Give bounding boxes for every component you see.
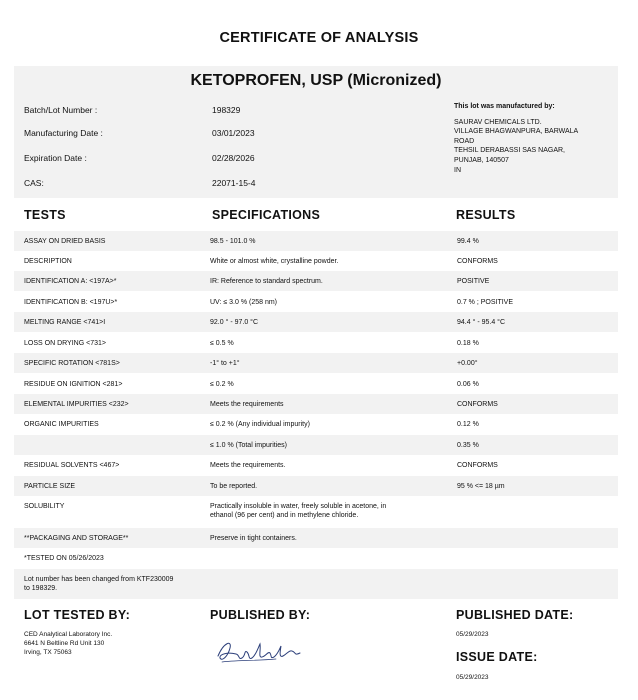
product-name: KETOPROFEN, USP (Micronized): [190, 72, 442, 89]
test-spec: UV: ≤ 3.0 % (258 nm): [210, 299, 277, 306]
test-name: MELTING RANGE <741>I: [24, 319, 106, 326]
test-name: LOSS ON DRYING <731>: [24, 340, 106, 347]
lot-tested-by-heading: LOT TESTED BY:: [24, 608, 131, 622]
table-row: [14, 312, 618, 332]
results-heading: RESULTS: [456, 208, 516, 222]
manufacturer-line: TEHSIL DERABASSI SAS NAGAR,: [454, 147, 565, 155]
published-by-heading: PUBLISHED BY:: [210, 608, 311, 622]
test-name: ELEMENTAL IMPURITIES <232>: [24, 401, 129, 408]
test-result: CONFORMS: [457, 401, 498, 408]
issue-date-heading: ISSUE DATE:: [456, 650, 538, 664]
product-banner: [14, 66, 618, 96]
table-row: [14, 394, 618, 414]
cas-value: 22071-15-4: [212, 178, 256, 188]
published-date-heading: PUBLISHED DATE:: [456, 608, 574, 622]
mfg-date-value: 03/01/2023: [212, 128, 255, 138]
test-name: SPECIFIC ROTATION <781S>: [24, 360, 120, 367]
test-spec: Practically insoluble in water, freely soluble in acetone, in ethanol (96 per cent) and in methylene chloride.: [210, 503, 387, 520]
published-date: 05/29/2023: [456, 631, 489, 638]
table-row: [14, 374, 618, 394]
issue-date: 05/29/2023: [456, 674, 489, 681]
batch-label: Batch/Lot Number :: [24, 105, 98, 115]
test-result: 94.4 ° - 95.4 °C: [457, 319, 506, 326]
manufacturer-heading: This lot was manufactured by:: [454, 103, 555, 110]
table-row: [14, 414, 618, 434]
test-result: 0.18 %: [457, 340, 479, 347]
test-name: SOLUBILITY: [24, 503, 65, 510]
test-spec: Meets the requirements: [210, 401, 284, 408]
lot-change-note: Lot number has been changed from KTF230009 to 198329.: [24, 576, 174, 593]
document-title: CERTIFICATE OF ANALYSIS: [219, 30, 419, 46]
table-row: [14, 476, 618, 496]
table-row: [14, 455, 618, 475]
test-name: DESCRIPTION: [24, 258, 72, 265]
manufacturer-line: SAURAV CHEMICALS LTD.: [454, 118, 542, 126]
test-name: ORGANIC IMPURITIES: [24, 421, 99, 428]
test-result: 0.06 %: [457, 381, 479, 388]
table-row: [14, 292, 618, 312]
test-name: RESIDUE ON IGNITION <281>: [24, 381, 123, 388]
exp-date-label: Expiration Date :: [24, 153, 87, 163]
signature-image: [214, 634, 304, 668]
test-spec: Preserve in tight containers.: [210, 535, 297, 542]
lab-line: 6641 N Beltline Rd Unit 130: [24, 640, 105, 647]
manufacturer-block: [454, 102, 578, 175]
lab-line: CED Analytical Laboratory Inc.: [24, 631, 113, 638]
mfg-date-label: Manufacturing Date :: [24, 128, 103, 138]
test-name: IDENTIFICATION B: <197U>*: [24, 299, 118, 306]
lab-line: Irving, TX 75063: [24, 649, 72, 656]
test-spec: Meets the requirements.: [210, 462, 286, 469]
test-spec: IR: Reference to standard spectrum.: [210, 278, 323, 285]
specifications-heading: SPECIFICATIONS: [212, 208, 321, 222]
test-spec: 92.0 ° - 97.0 °C: [210, 319, 259, 326]
test-spec: ≤ 0.2 % (Any individual impurity): [210, 421, 310, 428]
table-row: [14, 548, 618, 568]
test-result: CONFORMS: [457, 258, 498, 265]
test-spec: 98.5 - 101.0 %: [210, 238, 256, 245]
test-result: 0.7 % ; POSITIVE: [457, 299, 514, 306]
table-row: [14, 496, 618, 528]
exp-date-value: 02/28/2026: [212, 153, 255, 163]
manufacturer-line: IN: [454, 166, 461, 174]
table-row: [14, 333, 618, 353]
table-row: [14, 251, 618, 271]
table-row: [14, 353, 618, 373]
test-name: IDENTIFICATION A: <197A>*: [24, 278, 117, 285]
lab-address: [24, 630, 112, 657]
test-name: PARTICLE SIZE: [24, 483, 76, 490]
test-spec: ≤ 0.5 %: [210, 340, 234, 347]
test-result: POSITIVE: [457, 278, 490, 285]
test-name: **PACKAGING AND STORAGE**: [24, 535, 129, 542]
test-result: 0.35 %: [457, 442, 479, 449]
test-result: 99.4 %: [457, 238, 479, 245]
table-row: [14, 528, 618, 548]
manufacturer-line: VILLAGE BHAGWANPURA, BARWALA: [454, 128, 579, 136]
table-row: [14, 271, 618, 291]
table-row: [14, 569, 618, 599]
tests-heading: TESTS: [24, 208, 66, 222]
manufacturer-line: PUNJAB, 140507: [454, 156, 509, 164]
test-spec: To be reported.: [210, 483, 258, 490]
test-name: ASSAY ON DRIED BASIS: [24, 238, 106, 245]
test-result: 0.12 %: [457, 421, 479, 428]
test-spec: ≤ 1.0 % (Total impurities): [210, 442, 287, 449]
test-spec: -1° to +1°: [210, 360, 240, 367]
table-row: [14, 231, 618, 251]
test-name: RESIDUAL SOLVENTS <467>: [24, 462, 120, 469]
test-result: +0.00°: [457, 360, 478, 367]
test-spec: White or almost white, crystalline powder.: [210, 258, 339, 265]
test-note: *TESTED ON 05/26/2023: [24, 555, 104, 562]
table-row: [14, 435, 618, 455]
test-spec: ≤ 0.2 %: [210, 381, 234, 388]
test-result: CONFORMS: [457, 462, 498, 469]
test-result: 95 % <= 18 µm: [457, 483, 505, 490]
cas-label: CAS:: [24, 178, 44, 188]
batch-value: 198329: [212, 105, 241, 115]
manufacturer-line: ROAD: [454, 137, 475, 145]
